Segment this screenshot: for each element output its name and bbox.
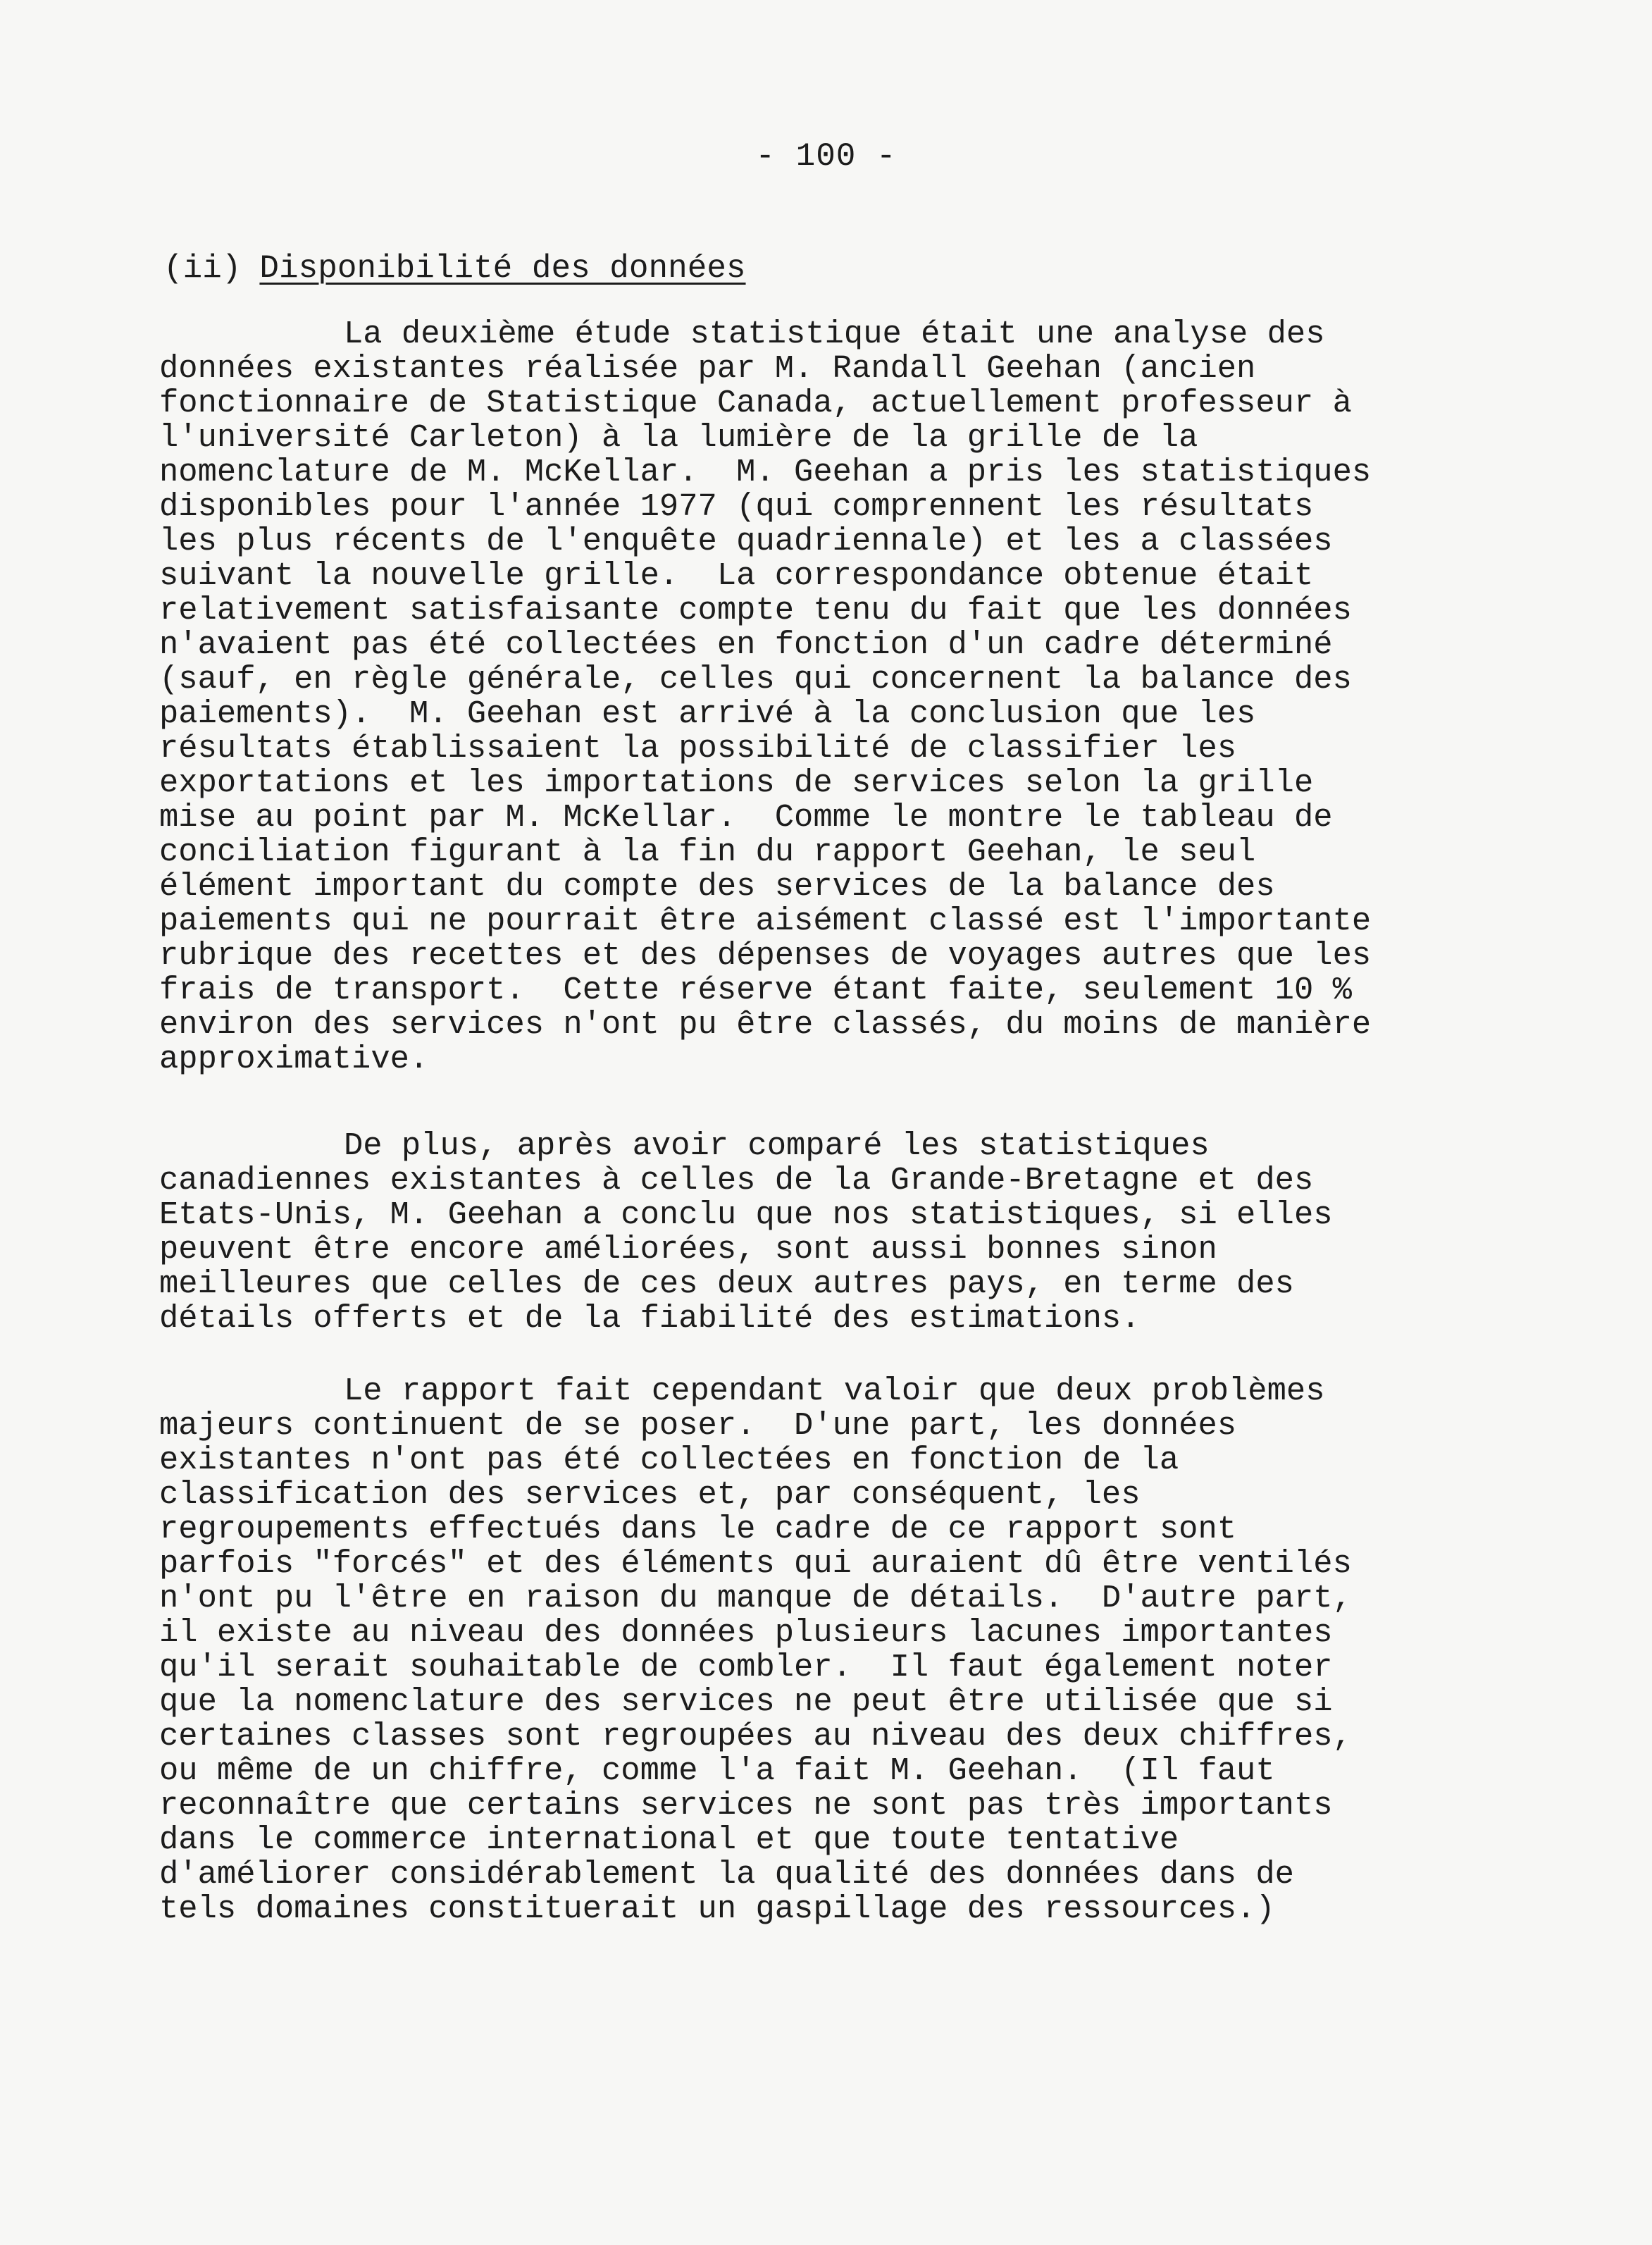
paragraph-line: La deuxième étude statistique était une analyse des — [344, 316, 1325, 352]
paragraph-line: il existe au niveau des données plusieurs lacunes importantes — [159, 1614, 1333, 1651]
paragraph-line: canadiennes existantes à celles de la Grande-Bretagne et des — [159, 1162, 1314, 1199]
paragraph-line: De plus, après avoir comparé les statistiques — [344, 1127, 1210, 1164]
paragraph-line: mise au point par M. McKellar. Comme le montre le tableau de — [159, 799, 1333, 836]
paragraph-line: frais de transport. Cette réserve étant faite, seulement 10 % — [159, 972, 1352, 1008]
paragraph-line: majeurs continuent de se poser. D'une part, les données — [159, 1407, 1237, 1444]
paragraph-line: l'université Carleton) à la lumière de la grille de la — [159, 419, 1198, 456]
paragraph-line: approximative. — [159, 1041, 429, 1077]
paragraph-line: détails offerts et de la fiabilité des estimations. — [159, 1300, 1141, 1337]
paragraph-line: que la nomenclature des services ne peut être utilisée que si — [159, 1683, 1333, 1720]
paragraph-line: Le rapport fait cependant valoir que deux problèmes — [344, 1373, 1325, 1409]
paragraph-line: peuvent être encore améliorées, sont aussi bonnes sinon — [159, 1231, 1217, 1268]
paragraph-line: relativement satisfaisante compte tenu du fait que les données — [159, 592, 1352, 629]
paragraph-line: disponibles pour l'année 1977 (qui comprennent les résultats — [159, 488, 1314, 525]
paragraph-line: meilleures que celles de ces deux autres pays, en terme des — [159, 1266, 1294, 1302]
paragraph-line: exportations et les importations de services selon la grille — [159, 765, 1314, 801]
paragraph-line: n'ont pu l'être en raison du manque de détails. D'autre part, — [159, 1580, 1352, 1616]
paragraph-line: environ des services n'ont pu être classés, du moins de manière — [159, 1006, 1372, 1043]
paragraph-3 — [159, 1374, 1498, 1927]
paragraph-line: rubrique des recettes et des dépenses de voyages autres que les — [159, 937, 1372, 974]
paragraph-2 — [159, 1129, 1498, 1336]
paragraph-line: qu'il serait souhaitable de combler. Il faut également noter — [159, 1649, 1333, 1686]
section-title: Disponibilité des données — [259, 250, 746, 287]
paragraph-line: regroupements effectués dans le cadre de ce rapport sont — [159, 1511, 1237, 1547]
paragraph-line: paiements). M. Geehan est arrivé à la conclusion que les — [159, 695, 1256, 732]
paragraph-line: paiements qui ne pourrait être aisément classé est l'importante — [159, 903, 1372, 939]
paragraph-line: dans le commerce international et que toute tentative — [159, 1822, 1179, 1858]
paragraph-1 — [159, 317, 1498, 1077]
paragraph-line: reconnaître que certains services ne sont pas très importants — [159, 1787, 1333, 1824]
paragraph-line: (sauf, en règle générale, celles qui concernent la balance des — [159, 661, 1352, 698]
paragraph-line: tels domaines constituerait un gaspillage des ressources.) — [159, 1891, 1275, 1927]
page-number: - 100 - — [755, 138, 897, 175]
paragraph-line: parfois "forcés" et des éléments qui auraient dû être ventilés — [159, 1545, 1352, 1582]
paragraph-line: élément important du compte des services de la balance des — [159, 868, 1275, 905]
section-number: (ii) — [163, 250, 242, 287]
paragraph-line: existantes n'ont pas été collectées en fonction de la — [159, 1442, 1179, 1478]
paragraph-line: suivant la nouvelle grille. La correspondance obtenue était — [159, 557, 1314, 594]
paragraph-line: n'avaient pas été collectées en fonction d'un cadre déterminé — [159, 626, 1333, 663]
paragraph-line: certaines classes sont regroupées au niveau des deux chiffres, — [159, 1718, 1352, 1755]
paragraph-line: données existantes réalisée par M. Randall Geehan (ancien — [159, 350, 1256, 387]
paragraph-line: résultats établissaient la possibilité de classifier les — [159, 730, 1237, 767]
paragraph-line: d'améliorer considérablement la qualité des données dans de — [159, 1856, 1294, 1893]
paragraph-line: les plus récents de l'enquête quadriennale) et les a classées — [159, 523, 1333, 559]
paragraph-line: fonctionnaire de Statistique Canada, actuellement professeur à — [159, 385, 1352, 421]
paragraph-line: ou même de un chiffre, comme l'a fait M. Geehan. (Il faut — [159, 1752, 1275, 1789]
paragraph-line: classification des services et, par conséquent, les — [159, 1476, 1141, 1513]
paragraph-line: Etats-Unis, M. Geehan a conclu que nos statistiques, si elles — [159, 1196, 1333, 1233]
section-heading — [163, 250, 746, 287]
paragraph-line: nomenclature de M. McKellar. M. Geehan a pris les statistiques — [159, 454, 1372, 490]
paragraph-line: conciliation figurant à la fin du rapport Geehan, le seul — [159, 834, 1256, 870]
